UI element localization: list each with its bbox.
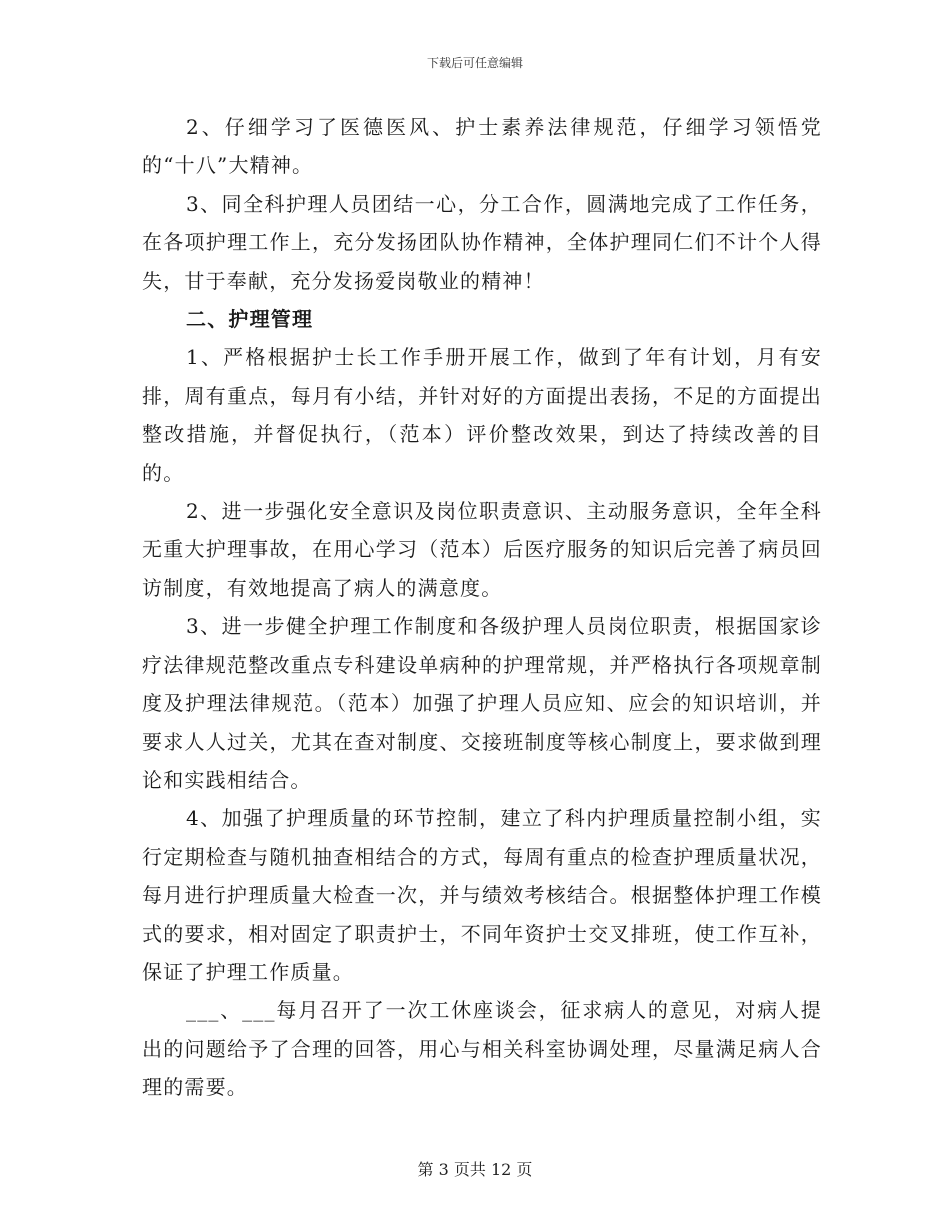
document-body xyxy=(142,108,822,1107)
page-number: 第 3 页共 12 页 xyxy=(417,1160,533,1179)
paragraph-work-manual: 1、严格根据护士长工作手册开展工作，做到了年有计划，月有安排，周有重点，每月有小结，并针对好的方面提出表扬，不足的方面提出整改措施，并督促执行，（范本）评价整改效果，到达了持续改善的目的。 xyxy=(142,345,822,485)
paragraph-medical-ethics: 2、仔细学习了医德医风、护士素养法律规范，仔细学习领悟党的“十八”大精神。 xyxy=(142,115,822,178)
section-heading-nursing-management: 二、护理管理 xyxy=(186,307,314,332)
page-header-note: 下载后可任意编辑 xyxy=(426,56,523,70)
paragraph-safety-awareness: 2、进一步强化安全意识及岗位职责意识、主动服务意识，全年全科无重大护理事故，在用心学习（范本）后医疗服务的知识后完善了病员回访制度，有效地提高了病人的满意度。 xyxy=(142,499,822,600)
paragraph-system-improvement: 3、进一步健全护理工作制度和各级护理人员岗位职责，根据国家诊疗法律规范整改重点专科建设单病种的护理常规，并严格执行各项规章制度及护理法律规范。（范本）加强了护理人员应知、应会的知识培训，并要求人人过关，尤其在查对制度、交接班制度等核心制度上，要求做到理论和实践相结合。 xyxy=(142,614,822,792)
paragraph-patient-meetings: ___、___每月召开了一次工休座谈会，征求病人的意见，对病人提出的问题给予了合理的回答，用心与相关科室协调处理，尽量满足病人合理的需要。 xyxy=(142,998,822,1100)
paragraph-teamwork: 3、同全科护理人员团结一心，分工合作，圆满地完成了工作任务，在各项护理工作上，充分发扬团队协作精神，全体护理同仁们不计个人得失，甘于奉献，充分发扬爱岗敬业的精神！ xyxy=(142,191,822,293)
paragraph-quality-control: 4、加强了护理质量的环节控制，建立了科内护理质量控制小组，实行定期检查与随机抽查相结合的方式，每周有重点的检查护理质量状况，每月进行护理质量大检查一次，并与绩效考核结合。根据整体护理工作模式的要求，相对固定了职责护士，不同年资护士交叉排班，使工作互补，保证了护理工作质量。 xyxy=(142,806,822,984)
